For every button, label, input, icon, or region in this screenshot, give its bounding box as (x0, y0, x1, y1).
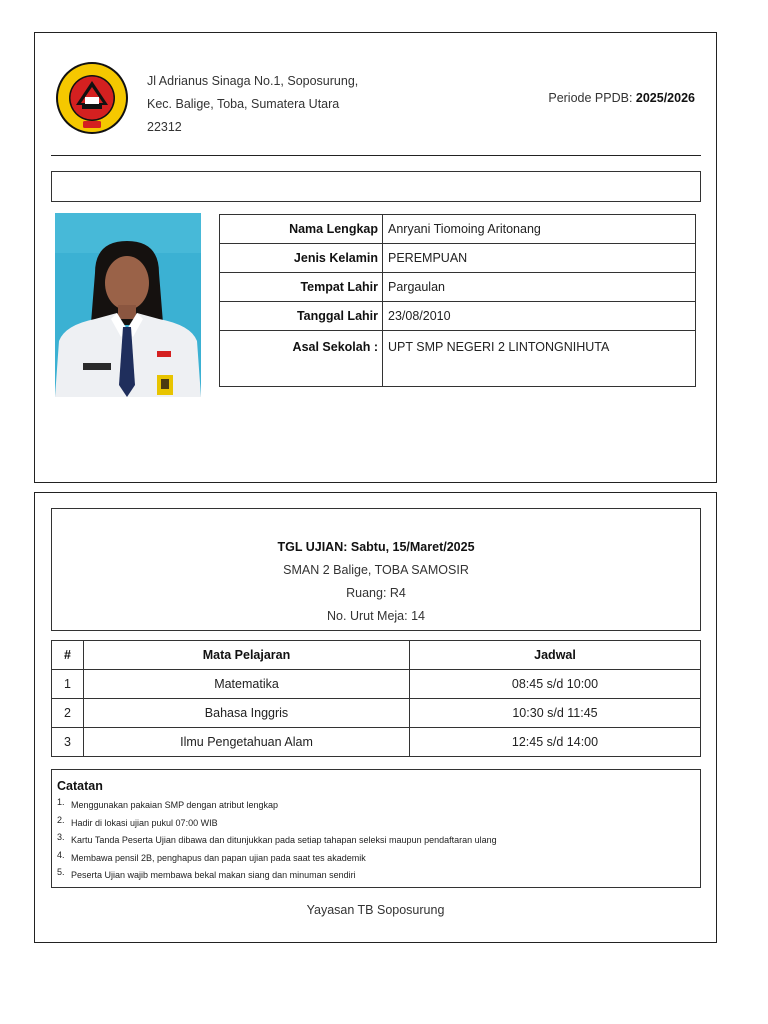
note-text: Kartu Tanda Peserta Ujian dibawa dan ditunjukkan pada setiap tahapan seleksi maupun pendaftaran ulang (71, 835, 497, 845)
field-label: Nama Lengkap (220, 215, 383, 244)
table-row (220, 244, 696, 273)
header-divider (51, 155, 701, 156)
exam-location: SMAN 2 Balige, TOBA SAMOSIR (283, 563, 469, 577)
subject-time: 10:30 s/d 11:45 (410, 699, 701, 728)
row-number: 1 (52, 670, 84, 699)
student-gender: PEREMPUAN (383, 244, 696, 273)
notes-title: Catatan (57, 779, 103, 793)
table-row (220, 302, 696, 331)
column-header: Jadwal (410, 641, 701, 670)
address-line: Kec. Balige, Toba, Sumatera Utara (147, 97, 340, 111)
note-number: 2. (57, 814, 65, 825)
exam-room: Ruang: R4 (346, 586, 406, 600)
note-text: Membawa pensil 2B, penghapus dan papan ujian pada saat tes akademik (71, 852, 366, 863)
row-number: 2 (52, 699, 84, 728)
note-text: Peserta Ujian wajib membawa bekal makan siang dan minuman sendiri (71, 870, 356, 880)
subject-time: 12:45 s/d 14:00 (410, 728, 701, 757)
column-header: Mata Pelajaran (84, 641, 410, 670)
table-row (52, 728, 701, 757)
student-info-table (219, 214, 696, 387)
periode-value: 2025/2026 (635, 91, 695, 105)
subject-name: Bahasa Inggris (84, 699, 410, 728)
student-photo (55, 213, 201, 397)
table-row (52, 699, 701, 728)
table-row (220, 331, 696, 387)
list-item (57, 867, 695, 885)
student-origin-school: UPT SMP NEGERI 2 LINTONGNIHUTA (383, 331, 696, 387)
student-name: Anryani Tiomoing Aritonang (383, 215, 696, 244)
student-birthdate: 23/08/2010 (383, 302, 696, 331)
field-label: Jenis Kelamin (220, 244, 383, 273)
school-logo-icon (55, 61, 129, 135)
periode-label: Periode PPDB: (548, 91, 636, 105)
notes-box (51, 769, 701, 888)
field-label: Tanggal Lahir (220, 302, 383, 331)
periode-ppdb (548, 91, 695, 105)
field-label: Asal Sekolah : (220, 331, 383, 387)
subject-name: Ilmu Pengetahuan Alam (84, 728, 410, 757)
row-number: 3 (52, 728, 84, 757)
address-line: Jl Adrianus Sinaga No.1, Soposurung, (147, 74, 359, 88)
subject-time: 08:45 s/d 10:00 (410, 670, 701, 699)
note-number: 5. (57, 867, 65, 877)
school-address (147, 70, 358, 139)
student-identity-card (34, 32, 717, 483)
exam-seat: No. Urut Meja: 14 (327, 609, 425, 623)
table-row (52, 670, 701, 699)
note-number: 1. (57, 797, 65, 807)
exam-info-box (51, 508, 701, 631)
exam-schedule-card (34, 492, 717, 943)
footer-text: Yayasan TB Soposurung (306, 903, 445, 917)
field-label: Tempat Lahir (220, 273, 383, 302)
schedule-table (51, 640, 701, 757)
list-item (57, 850, 695, 868)
column-header: # (52, 641, 84, 670)
address-line: 22312 (147, 120, 182, 134)
notes-list (57, 797, 695, 885)
list-item (57, 797, 695, 815)
table-header-row (52, 641, 701, 670)
note-text: Hadir di lokasi ujian pukul 07:00 WIB (71, 817, 218, 828)
note-number: 3. (57, 832, 65, 842)
note-text: Menggunakan pakaian SMP dengan atribut lengkap (71, 800, 278, 810)
empty-title-box (51, 171, 701, 202)
list-item (57, 815, 695, 833)
table-row (220, 215, 696, 244)
note-number: 4. (57, 849, 65, 860)
table-row (220, 273, 696, 302)
student-birthplace: Pargaulan (383, 273, 696, 302)
subject-name: Matematika (84, 670, 410, 699)
list-item (57, 832, 695, 850)
exam-date: TGL UJIAN: Sabtu, 15/Maret/2025 (277, 540, 475, 554)
